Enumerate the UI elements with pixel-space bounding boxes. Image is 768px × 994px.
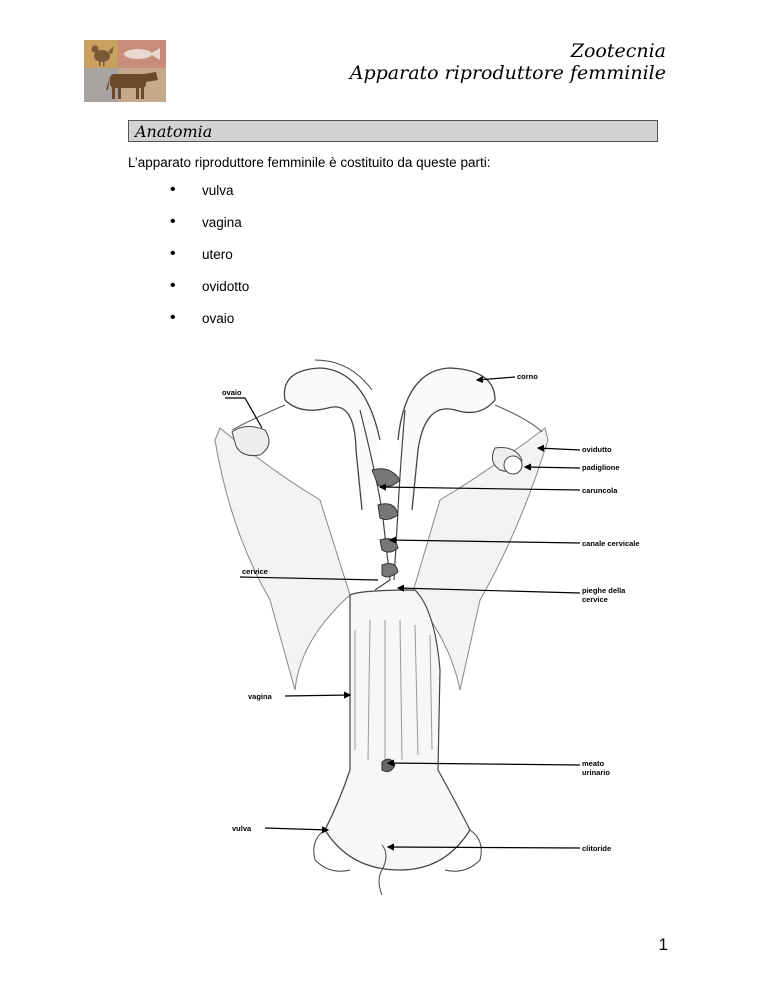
- list-item: • ovaio: [170, 311, 249, 343]
- logo: [84, 40, 166, 102]
- page-number: 1: [658, 935, 668, 954]
- label-ovidutto: ovidutto: [582, 445, 612, 454]
- intro-text: L’apparato riproduttore femminile è costituito da queste parti:: [128, 155, 491, 170]
- reproductive-tract-drawing: [215, 360, 548, 895]
- section-heading: [128, 120, 658, 142]
- label-meato: meato: [582, 759, 605, 768]
- list-item: • vagina: [170, 215, 249, 247]
- header-title-line1: Zootecnia: [570, 40, 666, 62]
- label-canale-cervicale: canale cervicale: [582, 539, 640, 548]
- label-caruncola: caruncola: [582, 486, 618, 495]
- label-vulva: vulva: [232, 824, 252, 833]
- list-item: • vulva: [170, 183, 249, 215]
- document-header: [350, 40, 666, 84]
- list-item: • utero: [170, 247, 249, 279]
- label-pieghe-della: pieghe della: [582, 586, 626, 595]
- label-urinario: urinario: [582, 768, 610, 777]
- label-corno: corno: [517, 372, 538, 381]
- header-title-line2: Apparato riproduttore femminile: [349, 62, 666, 84]
- label-pieghe-cervice: cervice: [582, 595, 608, 604]
- parts-list: [170, 183, 249, 343]
- label-ovaia: ovaio: [222, 388, 242, 397]
- anatomy-diagram: [150, 350, 640, 910]
- section-title: Anatomia: [135, 122, 213, 141]
- label-cervice: cervice: [242, 567, 268, 576]
- label-clitoride: clitoride: [582, 844, 612, 853]
- label-vagina: vagina: [248, 692, 272, 701]
- label-padiglione: padiglione: [582, 463, 620, 472]
- list-item: • ovidotto: [170, 279, 249, 311]
